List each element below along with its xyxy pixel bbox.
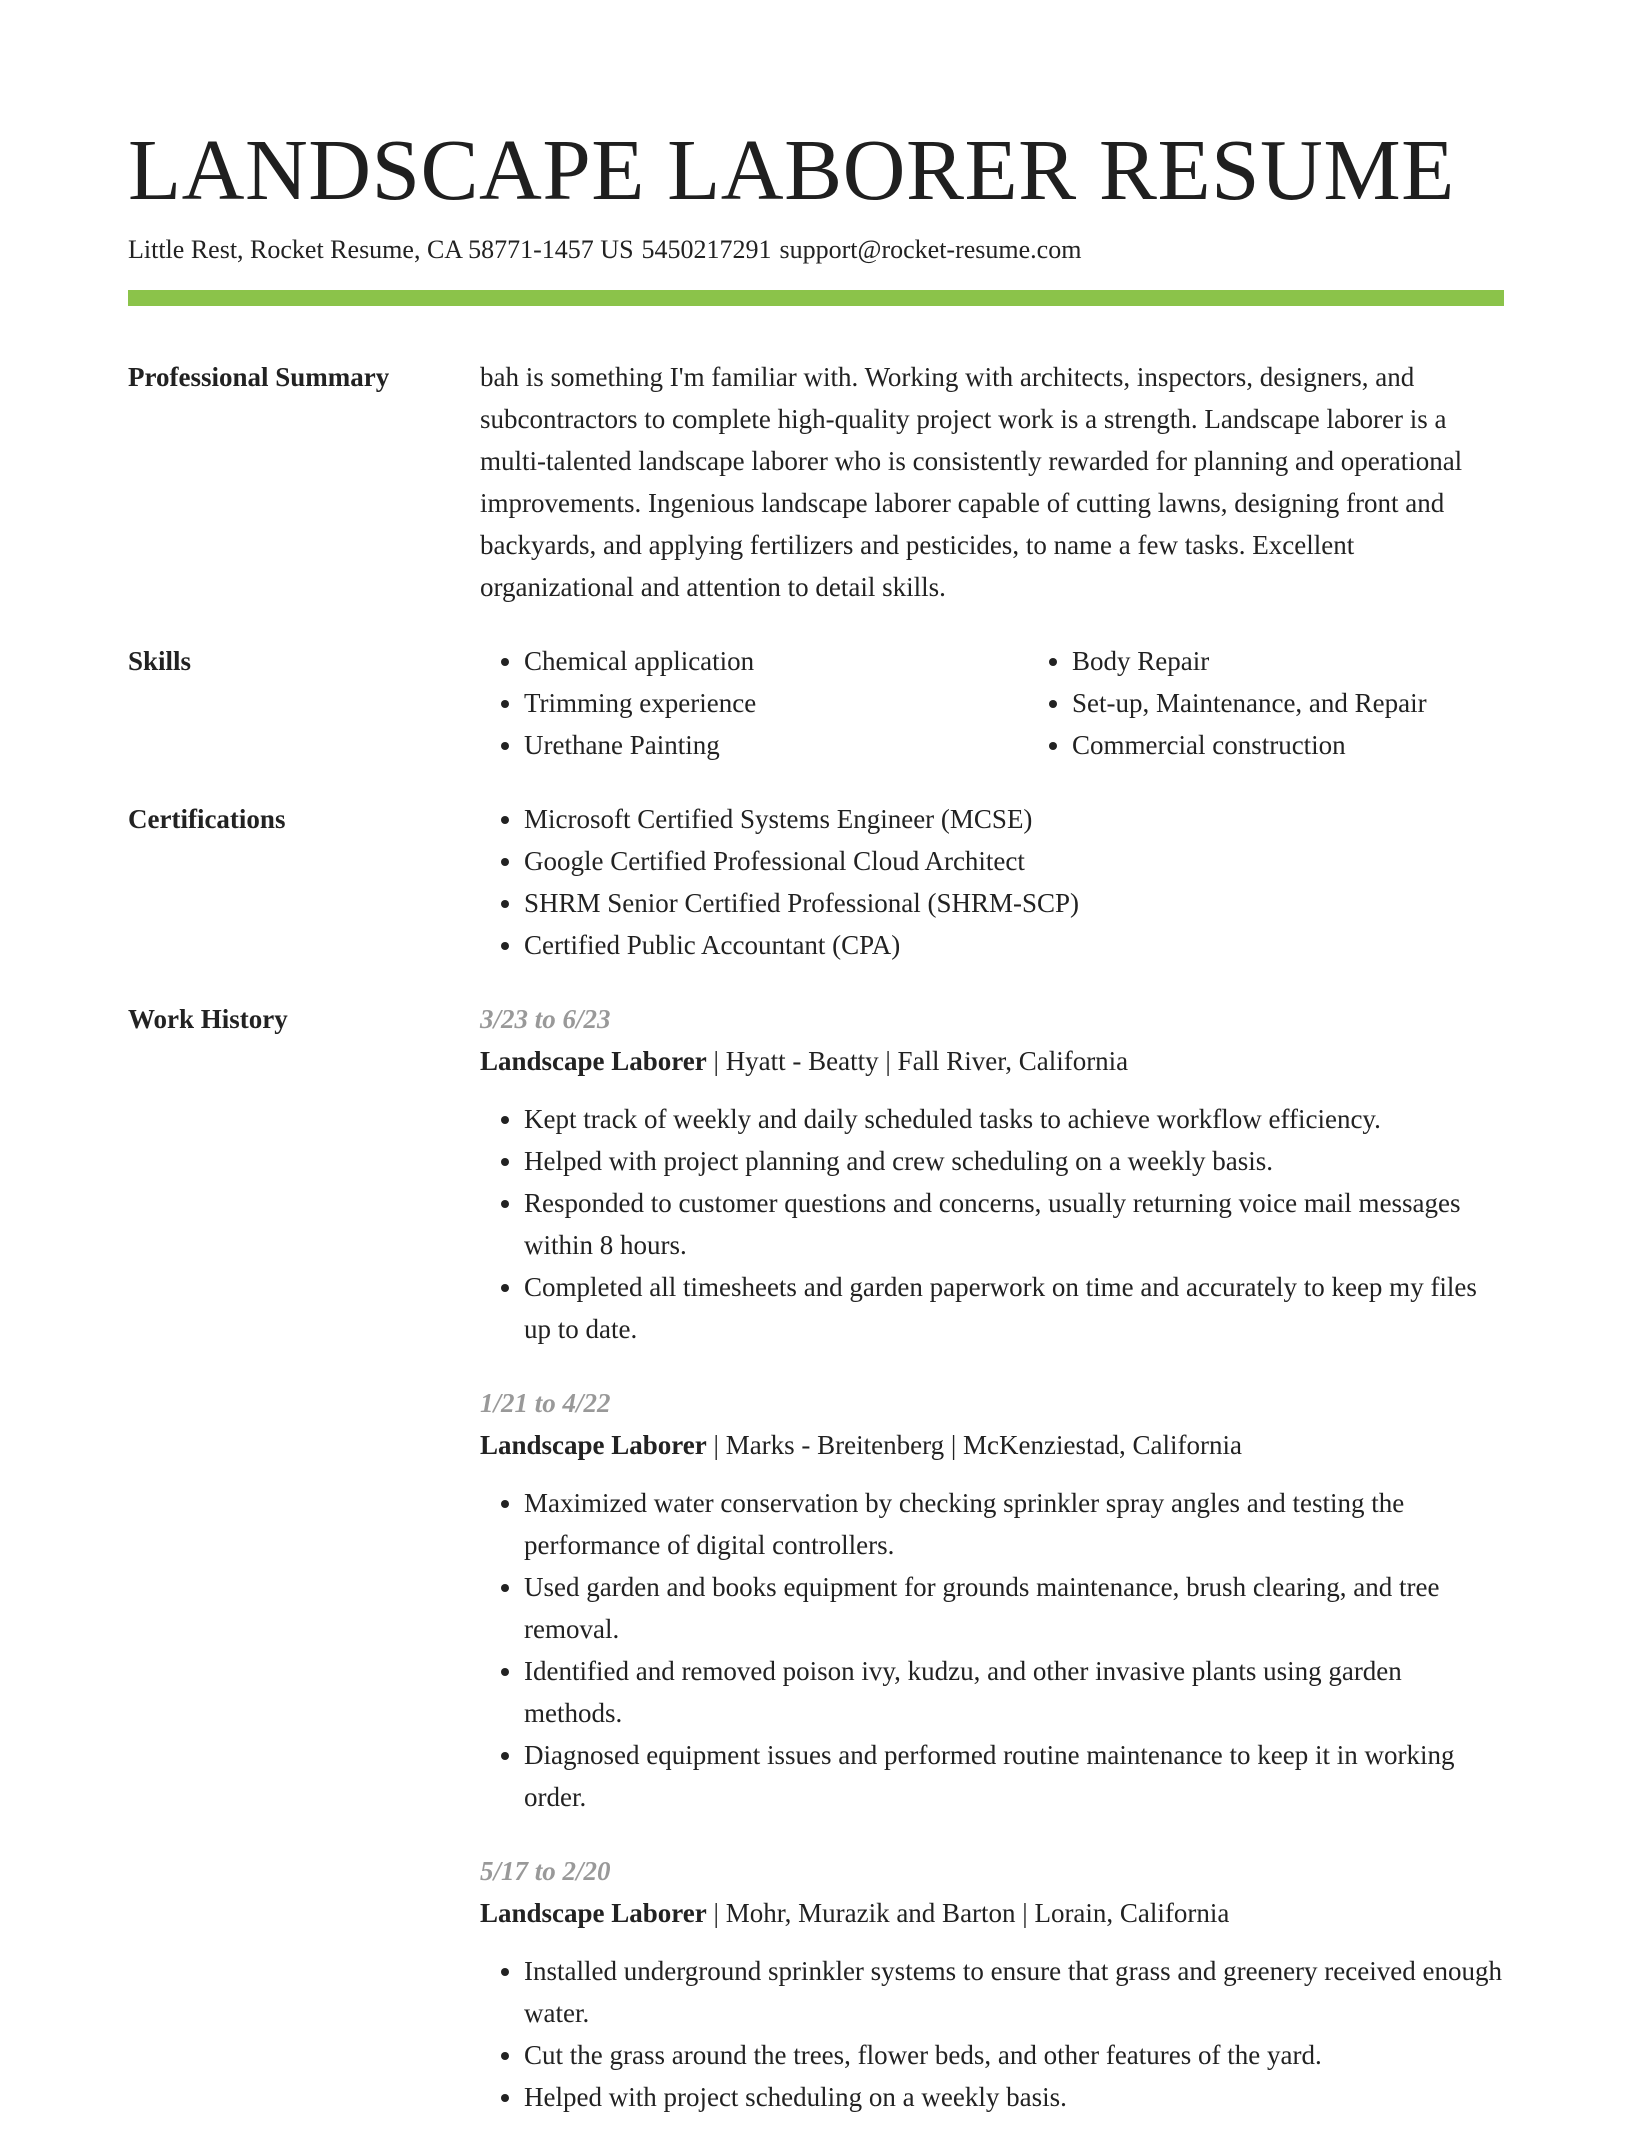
job-entry <box>480 1850 1504 2118</box>
certification-item: • Microsoft Certified Systems Engineer (MCSE) <box>524 798 1504 840</box>
contact-line <box>128 232 1504 268</box>
work-history-heading: Work History <box>128 1004 288 1034</box>
job-details: Marks - Breitenberg | McKenziestad, California <box>725 1430 1242 1460</box>
job-details: Mohr, Murazik and Barton | Lorain, California <box>725 1898 1230 1928</box>
skills-section <box>128 640 1504 766</box>
resume-page <box>128 118 1504 2150</box>
skill-item: • Chemical application <box>524 640 1028 682</box>
skills-heading: Skills <box>128 646 192 676</box>
job-bullets <box>480 1098 1504 1350</box>
job-bullets <box>480 1950 1504 2118</box>
certifications-heading: Certifications <box>128 804 286 834</box>
job-bullet: • Responded to customer questions and concerns, usually returning voice mail messages within 8 hours. <box>524 1182 1504 1266</box>
job-bullet: • Helped with project planning and crew scheduling on a weekly basis. <box>524 1140 1504 1182</box>
certification-item: • SHRM Senior Certified Professional (SHRM-SCP) <box>524 882 1504 924</box>
job-bullet: • Cut the grass around the trees, flower beds, and other features of the yard. <box>524 2034 1504 2076</box>
job-bullet: • Helped with project scheduling on a weekly basis. <box>524 2076 1504 2118</box>
work-history-section <box>128 998 1504 2118</box>
certification-item: • Certified Public Accountant (CPA) <box>524 924 1504 966</box>
skill-item: • Trimming experience <box>524 682 1028 724</box>
contact-phone: 5450217291 <box>641 235 772 264</box>
job-title-line: Landscape Laborer | Mohr, Murazik and Barton | Lorain, California <box>480 1898 1230 1928</box>
skill-item: • Body Repair <box>1072 640 1576 682</box>
job-bullet: • Installed underground sprinkler systems to ensure that grass and greenery received enough water. <box>524 1950 1504 2034</box>
job-title-line: Landscape Laborer | Hyatt - Beatty | Fall River, California <box>480 1046 1129 1076</box>
contact-address: Little Rest, Rocket Resume, CA 58771-1457 US <box>128 235 634 264</box>
job-role: Landscape Laborer <box>480 1430 707 1460</box>
job-bullets <box>480 1482 1504 1818</box>
job-bullet: • Identified and removed poison ivy, kudzu, and other invasive plants using garden methods. <box>524 1650 1504 1734</box>
job-role: Landscape Laborer <box>480 1898 707 1928</box>
job-bullet: • Kept track of weekly and daily scheduled tasks to achieve workflow efficiency. <box>524 1098 1504 1140</box>
job-title-line: Landscape Laborer | Marks - Breitenberg | McKenziestad, California <box>480 1430 1242 1460</box>
job-dates: 3/23 to 6/23 <box>480 1004 611 1034</box>
job-role: Landscape Laborer <box>480 1046 707 1076</box>
job-dates: 1/21 to 4/22 <box>480 1388 611 1418</box>
summary-section <box>128 356 1504 608</box>
resume-title: LANDSCAPE LABORER RESUME <box>128 121 1455 218</box>
job-entry <box>480 1382 1504 1818</box>
job-bullet: • Completed all timesheets and garden paperwork on time and accurately to keep my files up to date. <box>524 1266 1504 1350</box>
job-bullet: • Diagnosed equipment issues and performed routine maintenance to keep it in working order. <box>524 1734 1504 1818</box>
skill-item: • Urethane Painting <box>524 724 1028 766</box>
job-bullet: • Used garden and books equipment for grounds maintenance, brush clearing, and tree removal. <box>524 1566 1504 1650</box>
certifications-section <box>128 798 1504 966</box>
contact-email: support@rocket-resume.com <box>779 235 1082 264</box>
skills-list-left <box>480 640 1028 766</box>
job-bullet: • Maximized water conservation by checking sprinkler spray angles and testing the performance of digital controllers. <box>524 1482 1504 1566</box>
summary-text: bah is something I'm familiar with. Working with architects, inspectors, designers, and subcontractors to complete high-quality project work is a strength. Landscape laborer is a multi-talented landscape laborer who is consistently rewarded for planning and operational improvements. Ingenious landscape laborer capable of cutting lawns, designing front and backyards, and applying fertilizers and pesticides, to name a few tasks. Excellent organizational and attention to detail skills. <box>480 362 1463 602</box>
skill-item: • Commercial construction <box>1072 724 1576 766</box>
skill-item: • Set-up, Maintenance, and Repair <box>1072 682 1576 724</box>
job-dates: 5/17 to 2/20 <box>480 1856 611 1886</box>
skills-list-right <box>1028 640 1576 766</box>
job-details: Hyatt - Beatty | Fall River, California <box>725 1046 1129 1076</box>
certification-item: • Google Certified Professional Cloud Architect <box>524 840 1504 882</box>
accent-divider <box>128 290 1504 306</box>
certifications-list <box>480 798 1504 966</box>
summary-heading: Professional Summary <box>128 362 390 392</box>
job-entry <box>480 998 1504 1350</box>
